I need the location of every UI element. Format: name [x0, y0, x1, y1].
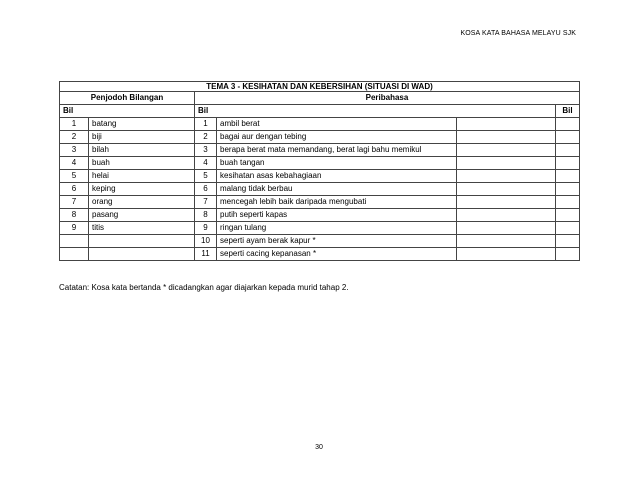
- penjodoh-word-cell: batang: [89, 118, 195, 131]
- empty-cell: [457, 248, 556, 261]
- penjodoh-word-cell: biji: [89, 131, 195, 144]
- penjodoh-word-cell: [89, 235, 195, 248]
- vocabulary-table: [59, 81, 580, 261]
- bil-header-right: Bil: [195, 105, 556, 118]
- document-header: KOSA KATA BAHASA MELAYU SJK: [460, 30, 576, 37]
- penjodoh-word-cell: bilah: [89, 144, 195, 157]
- empty-bil-cell: [556, 118, 580, 131]
- left-bil-cell: [60, 235, 89, 248]
- empty-cell: [457, 170, 556, 183]
- left-bil-cell: 7: [60, 196, 89, 209]
- penjodoh-word-cell: titis: [89, 222, 195, 235]
- table-row: [60, 170, 580, 183]
- left-bil-cell: [60, 248, 89, 261]
- empty-bil-cell: [556, 183, 580, 196]
- section-header-row: [60, 92, 580, 105]
- penjodoh-word-cell: orang: [89, 196, 195, 209]
- peribahasa-text-cell: berapa berat mata memandang, berat lagi bahu memikul: [217, 144, 457, 157]
- table-title-row: [60, 82, 580, 92]
- peribahasa-text-cell: putih seperti kapas: [217, 209, 457, 222]
- peribahasa-text-cell: mencegah lebih baik daripada mengubati: [217, 196, 457, 209]
- bil-header-end: Bil: [556, 105, 580, 118]
- right-bil-cell: 9: [195, 222, 217, 235]
- empty-cell: [457, 222, 556, 235]
- empty-cell: [457, 118, 556, 131]
- empty-cell: [457, 209, 556, 222]
- empty-cell: [457, 196, 556, 209]
- left-bil-cell: 4: [60, 157, 89, 170]
- bil-header-left: Bil: [60, 105, 195, 118]
- page-number: 30: [315, 444, 323, 451]
- empty-cell: [457, 183, 556, 196]
- empty-cell: [457, 131, 556, 144]
- left-bil-cell: 6: [60, 183, 89, 196]
- left-bil-cell: 9: [60, 222, 89, 235]
- penjodoh-word-cell: [89, 248, 195, 261]
- footnote: Catatan: Kosa kata bertanda * dicadangkan agar diajarkan kepada murid tahap 2.: [59, 283, 349, 292]
- table-row: [60, 183, 580, 196]
- right-bil-cell: 10: [195, 235, 217, 248]
- table-row: [60, 235, 580, 248]
- left-bil-cell: 1: [60, 118, 89, 131]
- table-row: [60, 209, 580, 222]
- empty-bil-cell: [556, 157, 580, 170]
- empty-cell: [457, 144, 556, 157]
- right-bil-cell: 7: [195, 196, 217, 209]
- empty-bil-cell: [556, 248, 580, 261]
- right-bil-cell: 11: [195, 248, 217, 261]
- table-row: [60, 196, 580, 209]
- left-bil-cell: 8: [60, 209, 89, 222]
- right-bil-cell: 2: [195, 131, 217, 144]
- left-bil-cell: 5: [60, 170, 89, 183]
- peribahasa-text-cell: ringan tulang: [217, 222, 457, 235]
- empty-bil-cell: [556, 235, 580, 248]
- table-row: [60, 248, 580, 261]
- empty-bil-cell: [556, 131, 580, 144]
- penjodoh-word-cell: buah: [89, 157, 195, 170]
- table-title: TEMA 3 - KESIHATAN DAN KEBERSIHAN (SITUASI DI WAD): [60, 82, 580, 92]
- table-row: [60, 144, 580, 157]
- right-bil-cell: 4: [195, 157, 217, 170]
- right-bil-cell: 8: [195, 209, 217, 222]
- table-row: [60, 157, 580, 170]
- empty-bil-cell: [556, 209, 580, 222]
- peribahasa-text-cell: bagai aur dengan tebing: [217, 131, 457, 144]
- left-bil-cell: 2: [60, 131, 89, 144]
- bil-header-row: [60, 105, 580, 118]
- penjodoh-word-cell: pasang: [89, 209, 195, 222]
- empty-bil-cell: [556, 144, 580, 157]
- penjodoh-bilangan-header: Penjodoh Bilangan: [60, 92, 195, 105]
- peribahasa-text-cell: seperti ayam berak kapur *: [217, 235, 457, 248]
- penjodoh-word-cell: keping: [89, 183, 195, 196]
- empty-cell: [457, 157, 556, 170]
- right-bil-cell: 1: [195, 118, 217, 131]
- peribahasa-header: Peribahasa: [195, 92, 580, 105]
- table-row: [60, 222, 580, 235]
- right-bil-cell: 5: [195, 170, 217, 183]
- empty-bil-cell: [556, 196, 580, 209]
- table-row: [60, 118, 580, 131]
- penjodoh-word-cell: helai: [89, 170, 195, 183]
- peribahasa-text-cell: seperti cacing kepanasan *: [217, 248, 457, 261]
- peribahasa-text-cell: ambil berat: [217, 118, 457, 131]
- empty-bil-cell: [556, 222, 580, 235]
- empty-cell: [457, 235, 556, 248]
- right-bil-cell: 3: [195, 144, 217, 157]
- empty-bil-cell: [556, 170, 580, 183]
- table-row: [60, 131, 580, 144]
- peribahasa-text-cell: malang tidak berbau: [217, 183, 457, 196]
- right-bil-cell: 6: [195, 183, 217, 196]
- left-bil-cell: 3: [60, 144, 89, 157]
- peribahasa-text-cell: kesihatan asas kebahagiaan: [217, 170, 457, 183]
- peribahasa-text-cell: buah tangan: [217, 157, 457, 170]
